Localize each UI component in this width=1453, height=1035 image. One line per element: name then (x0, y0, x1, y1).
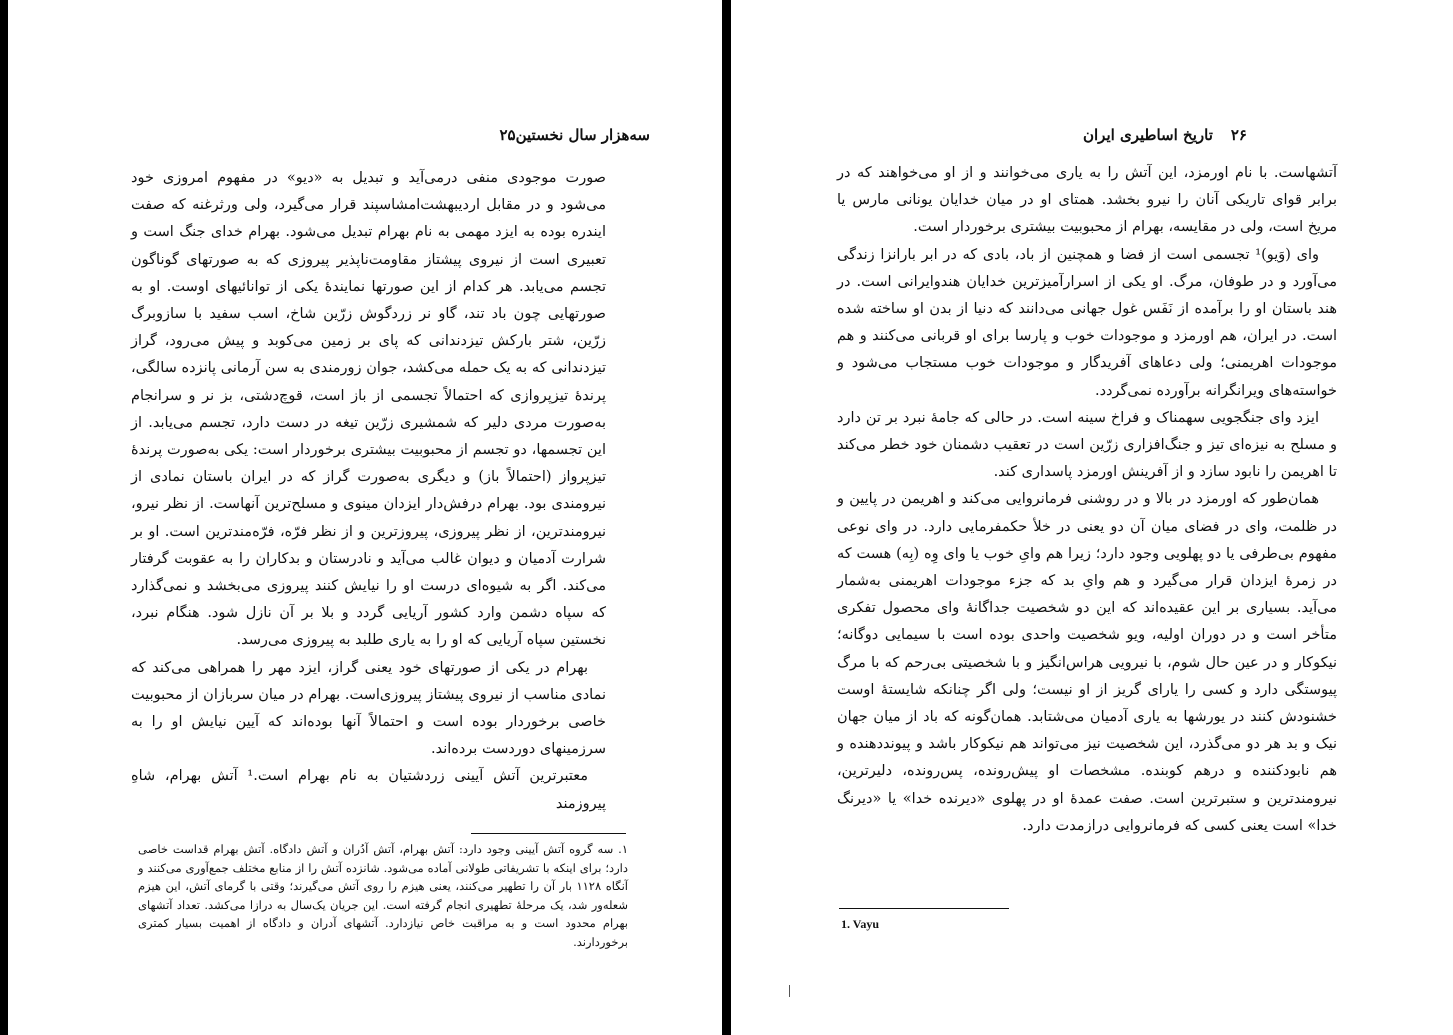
footnote: ۱. سه گروه آتش آیینی وجود دارد: آتش بهرام، آتش آدُران و آتش دادگاه. آتش بهرام قداست خاصی دارد؛ برای اینکه با تشریفاتی طولانی آماده می‌شود. شانزده آتش را از منابع مختلف جمع‌آوری می‌کنند و آنگاه ۱۱۲۸ بار آن را تطهیر می‌کنند، یعنی هیزم را روی آتش می‌گیرند؛ وقتی با گرمای آتش، این هیزم شعله‌ور شد، یک مرحلهٔ تطهیری انجام گرفته است. این جریان یک‌سال به درازا می‌کشد. تعداد آتشهای بهرام محدود است و به مراقبت خاص نیازدارد. آتشهای آدران و دادگاه از اهمیت بسیار کمتری برخوردارند. (138, 842, 628, 949)
running-head-title: سه‌هزار سال نخستین (515, 126, 650, 144)
left-page (8, 0, 722, 1035)
paragraph: وای (وَیو)¹ تجسمی است از فضا و همچنین از باد، بادی که در ابر بارانزا زندگی می‌آورد و در طوفان، مرگ. او یکی از اسرارآمیزترین خدایان هندوایرانی است. در هند باستان او را برآمده از نَفَس غول جهانی می‌دانند که دنیا از بدن او ساخته شده است. در ایران، هم اورمزد و موجودات خوب و پارسا برای او قربانی می‌کنند و هم موجودات اهریمنی؛ ولی دعاهای آفریدگار و موجودات خوب مستجاب می‌شود و خواسته‌های ویرانگرانه برآورده نمی‌گردد. (837, 246, 1337, 399)
page-number: ۲۵ (499, 126, 516, 144)
body-text (837, 160, 1337, 840)
paragraph: همان‌طور که اورمزد در بالا و در روشنی فرمانروایی می‌کند و اهریمن در پایین و در ظلمت، وای در فضای میان آن دو یعنی در خلأ حکمفرمایی دارد. در وای نوعی مفهوم بی‌طرفی یا دو پهلویی وجود دارد؛ زیرا هم وایِ خوب یا وای وِه (بِه) هست که در زمرهٔ ایزدان قرار می‌گیرد و هم وایِ بد که جزء موجودات اهریمنی به‌شمار می‌آید. بسیاری بر این عقیده‌اند که این دو شخصیت جداگانهٔ وای محصول تفکری متأخر است و در دوران اولیه، ویو شخصیت واحدی بوده است با سیمایی دوگانه؛ نیکوکار و در عین حال شوم، با نیرویی هراس‌انگیز و با شخصیتی بی‌رحم که با مرگ پیوستگی دارد و کسی را یارای گریز از او نیست؛ ولی اگر چنانکه شایستهٔ اوست خشنودش کنند در یورشها به یاری آدمیان می‌شتابد. همان‌گونه که باد از میان جهان نیک و بد هر دو می‌گذرد، این شخصیت نیز می‌تواند هم نیکوکار باشد و پیونددهنده و هم نابودکننده و درهم کوبنده. مشخصات او پیش‌رونده، پس‌رونده، دلیرترین، نیرومندترین و ستبرترین است. صفت عمدهٔ او در پهلوی «دیرنده خدا» یا «دیرنگ خدا» است یعنی کسی که فرمانروایی درازمدت دارد. (837, 491, 1337, 834)
footnote: 1. Vayu (841, 917, 880, 931)
paragraph: ایزد وای جنگجویی سهمناک و فراخ سینه است. در حالی که جامهٔ نبرد بر تن دارد و مسلح به نیزه‌ای تیز و جنگ‌افزاری زرّین است در تعقیب دشمنان خود خطر می‌کند تا اهریمن را نابود سازد و از آفرینش اورمزد پاسداری کند. (837, 409, 1337, 481)
paragraph: آتشهاست. با نام اورمزد، این آتش را به یاری می‌خوانند و از او می‌خواهند که در برابر قوای تاریکی آنان را نیرو بخشد. همتای او در میان خدایان یونانی مارس یا مریخ است، ولی در مقایسه، بهرام از محبوبیت بیشتری برخوردار است. (837, 165, 1337, 236)
page-number: ۲۶ (1230, 126, 1247, 144)
paragraph: معتبرترین آتش آیینی زردشتیان به نام بهرام است.¹ آتش بهرام، شاهِ پیروزمند (131, 768, 606, 812)
running-head (481, 126, 650, 144)
right-page (731, 0, 1453, 1035)
footnote-divider (839, 908, 1009, 909)
body-text (131, 165, 606, 818)
scan-mark (789, 985, 790, 997)
scan-edge-shadow (0, 0, 8, 1035)
footnote-divider (471, 833, 626, 834)
running-head-title: تاریخ اساطیری ایران (1082, 126, 1213, 144)
running-head (1083, 126, 1247, 144)
paragraph: بهرام در یکی از صورتهای خود یعنی گراز، ایزد مهر را همراهی می‌کند که نمادی مناسب از نیروی پیشتاز پیروزی‌است. بهرام در میان سربازان از محبوبیت خاصی برخوردار بوده است و احتمالاً آنها بوده‌اند که آیین نیایش او را به سرزمینهای دوردست برده‌اند. (131, 659, 606, 758)
book-gutter (722, 0, 731, 1035)
paragraph: صورت موجودی منفی درمی‌آید و تبدیل به «دیو» در مفهوم امروزی خود می‌شود و در مقابل اردیبهشت‌امشاسپند قرار می‌گیرد، ولی ورثرغنه که صفت ایندره بوده به ایزد مهمی به نام بهرام تبدیل می‌شود. بهرام خدای جنگ است و تعبیری است از نیروی پیشتاز مقاومت‌ناپذیر پیروزی که به صورتهای گوناگون تجسم می‌یابد. هر کدام از این صورتها نمایندهٔ یکی از توانائیهای اوست. او به صورتهایی چون باد تند، گاو نر زردگوش زرّین شاخ، اسب سفید با سازوبرگ زرّین، شتر بارکش تیزدندانی که پای بر زمین می‌کوبد و پیش می‌رود، گراز تیزدندانی که به یک حمله می‌کشد، جوان زورمندی به سن آرمانی پانزده سالگی، پرندهٔ تیزپروازی که احتمالاً تجسمی از باز است، قوچ‌دشتی، بز نر و سرانجام به‌صورت مردی دلیر که شمشیری زرّین تیغه در دست دارد، تجسم می‌یابد. از این تجسمها، دو تجسم از محبوبیت بیشتری برخوردار است: یکی به‌صورت پرندهٔ تیزپرواز (احتمالاً باز) و دیگری به‌صورت گراز که در ایران باستان نمادی از نیرومندی بود. بهرام درفش‌دار ایزدان مینوی و مسلح‌ترین آنهاست. از نظر نیرو، نیرومندترین، از نظر پیروزی، پیروزترین و از نظر فرّه، فرّه‌مندترین است. او بر شرارت آدمیان و دیوان غالب می‌آید و نادرستان و بدکاران را به عقوبت گرفتار می‌کند. اگر به شیوه‌ای درست او را نیایش کنند پیروزی می‌بخشد و نمی‌گذارد که سپاه دشمن وارد کشور آریایی گردد و بلا بر آن نازل شود. هنگام نبرد، نخستین سپاه آریایی که او را به یاری طلبد به پیروزی می‌رسد. (131, 170, 606, 649)
